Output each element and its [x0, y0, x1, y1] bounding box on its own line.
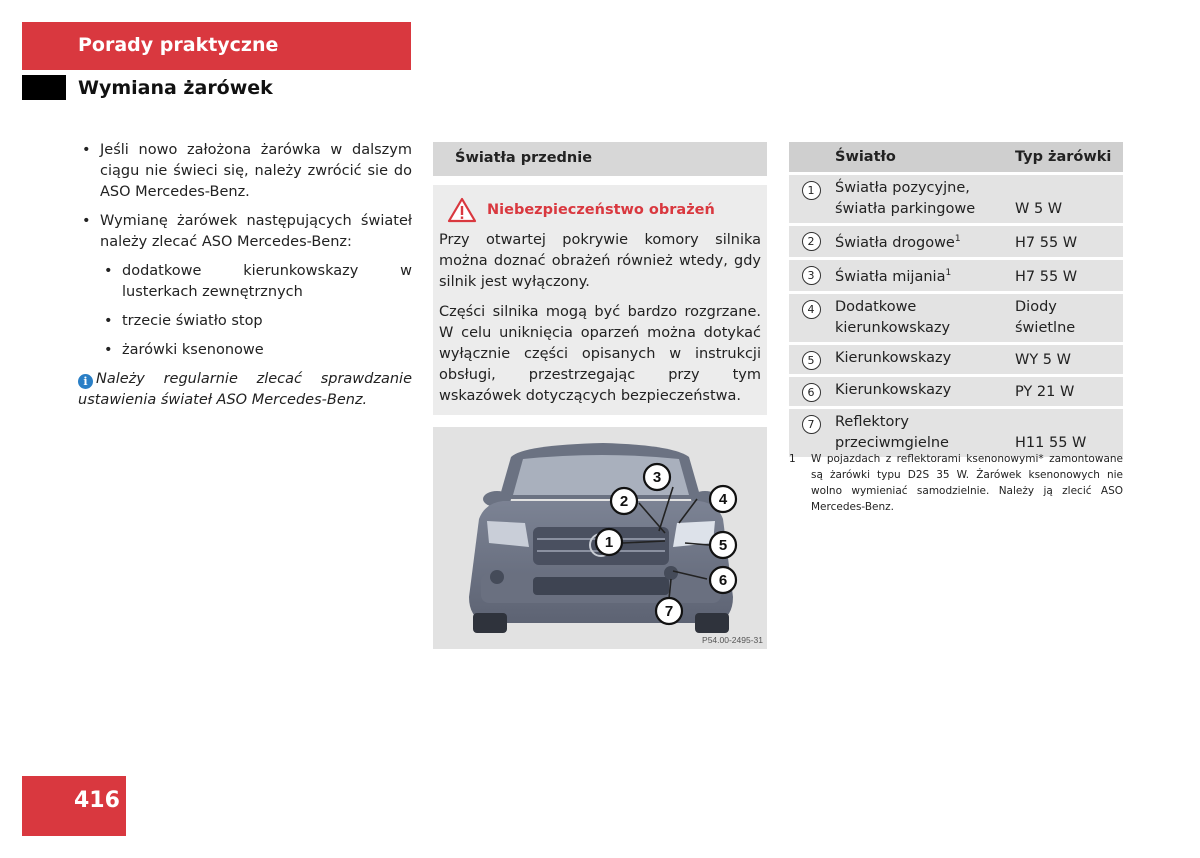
- row-number: 4: [802, 300, 821, 319]
- subsection-marker: [22, 75, 66, 100]
- table-row: [789, 375, 1123, 407]
- bullet-list: [78, 140, 412, 361]
- table-row: [789, 258, 1123, 292]
- warning-text: [439, 230, 761, 416]
- bulb-type: PY 21 W: [1013, 375, 1123, 407]
- bulb-type: Diody świetlne: [1013, 292, 1123, 343]
- info-icon: i: [78, 374, 93, 389]
- page-number: 416: [74, 788, 120, 813]
- footnote-number: 1: [789, 453, 796, 465]
- svg-text:7: 7: [664, 603, 674, 620]
- light-name: Reflektory przeciwmgielne: [833, 407, 1013, 457]
- svg-text:2: 2: [619, 493, 629, 510]
- light-name: Kierunkowskazy: [833, 375, 1013, 407]
- row-number: 6: [802, 383, 821, 402]
- warning-box: [433, 185, 767, 415]
- subsection-title: Wymiana żarówek: [78, 77, 273, 99]
- left-column: [78, 140, 412, 411]
- warning-paragraph: Części silnika mogą być bardzo rozgrzane. W celu uniknięcia oparzeń można dotykać wyłącznie części opisanych w instrukcji obsługi, przestrzegając przy tym wskazówek dotyczących bezpieczeństwa.: [439, 304, 761, 404]
- front-lights-bar: [433, 142, 767, 176]
- table-row: [789, 225, 1123, 259]
- bulb-table: [789, 142, 1123, 457]
- callout-6: [710, 567, 736, 593]
- sub-bullet-list: [100, 261, 412, 361]
- info-note-text: Należy regularnie zlecać sprawdzanie ustawienia świateł ASO Mercedes-Benz.: [78, 371, 412, 408]
- callout-1: [596, 529, 622, 555]
- callout-7: [656, 598, 682, 624]
- sub-bullet-item: • trzecie światło stop: [100, 311, 412, 332]
- section-title: Porady praktyczne: [78, 34, 279, 56]
- table-row: [789, 407, 1123, 457]
- row-number: 5: [802, 351, 821, 370]
- column-header: Typ żarówki: [1013, 142, 1123, 174]
- table-row: [789, 343, 1123, 375]
- footnote: [789, 451, 1123, 515]
- bulb-type: H7 55 W: [1013, 225, 1123, 259]
- light-name: Kierunkowskazy: [833, 343, 1013, 375]
- row-number: 7: [802, 415, 821, 434]
- footnote-ref: 1: [954, 234, 961, 244]
- warning-paragraph: Przy otwartej pokrywie komory silnika można doznać obrażeń również wtedy, gdy silnik jest wyłączony.: [439, 232, 761, 290]
- light-name: Światła mijania$^1$: [833, 258, 1013, 292]
- warning-title: Niebezpieczeństwo obrażeń: [487, 202, 715, 218]
- photo-code: P54.00-2495-31: [702, 635, 763, 645]
- table-header-row: [789, 142, 1123, 174]
- warning-triangle-icon: [447, 197, 477, 223]
- bulb-type: H11 55 W: [1013, 407, 1123, 457]
- front-lights-title: Światła przednie: [455, 150, 593, 166]
- row-number: 1: [802, 181, 821, 200]
- column-header: Światło: [833, 142, 1013, 174]
- table-row: [789, 174, 1123, 225]
- car-front-illustration: [433, 427, 767, 649]
- warning-heading: [447, 197, 715, 223]
- svg-text:3: 3: [652, 469, 662, 486]
- bullet-item: • Jeśli nowo założona żarówka w dalszym ciągu nie świeci się, należy zwrócić sie do ASO Mercedes-Benz.: [78, 140, 412, 203]
- info-note: [78, 369, 412, 411]
- bullet-item: [78, 211, 412, 361]
- page-number-box: [22, 776, 126, 836]
- column-header: [789, 142, 833, 174]
- callout-4: [710, 486, 736, 512]
- light-name: Światła drogowe$^1$: [833, 225, 1013, 259]
- row-number: 3: [802, 266, 821, 285]
- car-front-photo: [433, 427, 767, 649]
- light-name: Dodatkowe kierunkowskazy: [833, 292, 1013, 343]
- svg-text:4: 4: [718, 491, 728, 508]
- bulb-type: W 5 W: [1013, 174, 1123, 225]
- callout-3: [644, 464, 670, 490]
- bulb-type: WY 5 W: [1013, 343, 1123, 375]
- section-header: [22, 22, 411, 70]
- sub-bullet-item: • dodatkowe kierunkowskazy w lusterkach zewnętrznych: [100, 261, 412, 303]
- callout-2: [611, 488, 637, 514]
- callout-5: [710, 532, 736, 558]
- table-row: [789, 292, 1123, 343]
- row-number: 2: [802, 232, 821, 251]
- svg-text:5: 5: [718, 537, 728, 554]
- footnote-ref: 1: [945, 267, 952, 278]
- footnote-text: W pojazdach z reflektorami ksenonowymi* zamontowane są żarówki typu D2S 35 W. Żarówek ksenonowych nie wolno wymieniać samodzielnie. Należy ją zlecić ASO Mercedes-Benz.: [811, 453, 1123, 513]
- light-name: Światła pozycyjne, światła parkingowe: [833, 174, 1013, 225]
- svg-text:1: 1: [604, 534, 614, 551]
- svg-text:6: 6: [718, 572, 728, 589]
- bullet-item-text: Wymianę żarówek następujących świateł należy zlecać ASO Mercedes-Benz:: [100, 213, 412, 250]
- sub-bullet-item: • żarówki ksenonowe: [100, 340, 412, 361]
- bulb-type: H7 55 W: [1013, 258, 1123, 292]
